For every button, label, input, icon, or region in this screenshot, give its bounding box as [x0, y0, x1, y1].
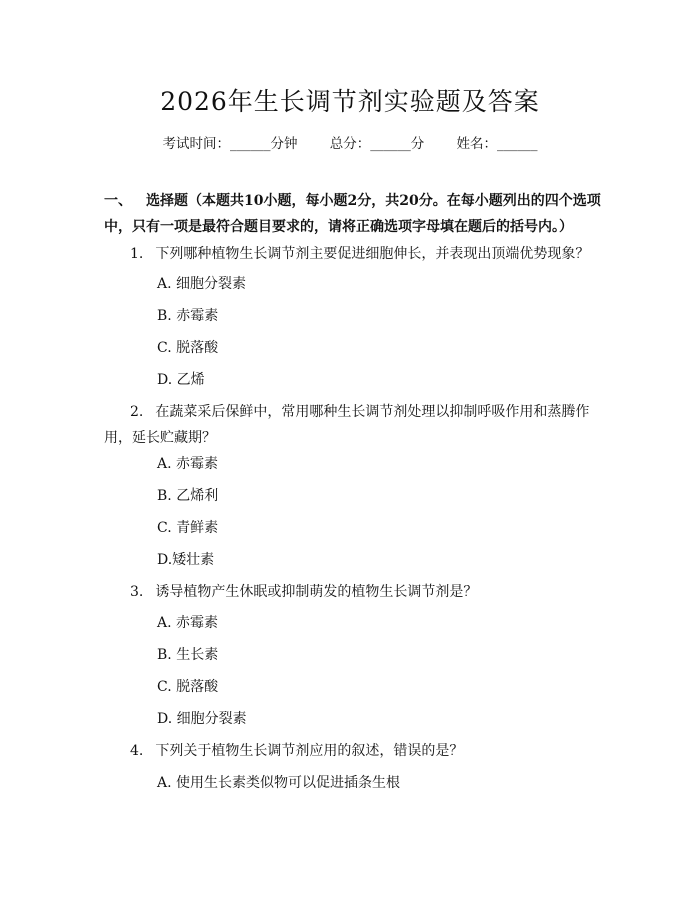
q3-option-c: C. 脱落酸	[157, 679, 219, 695]
q3-option-a: A. 赤霉素	[157, 615, 219, 631]
question-number: 4.	[130, 743, 144, 759]
question-number: 3.	[130, 584, 144, 600]
q2-option-a: A. 赤霉素	[157, 456, 219, 472]
question-text: 诱导植物产生休眠或抑制萌发的植物生长调节剂是？	[155, 584, 478, 600]
question-number: 1.	[130, 246, 144, 262]
question-2	[104, 399, 594, 451]
exam-time-field: 考试时间：______分钟	[162, 136, 298, 152]
q2-option-d: D.矮壮素	[157, 552, 215, 568]
total-score-field: 总分：______分	[329, 136, 425, 152]
question-3	[104, 579, 594, 605]
q1-option-d: D. 乙烯	[157, 372, 205, 388]
q2-option-c: C. 青鲜素	[157, 520, 219, 536]
question-4	[104, 738, 594, 764]
q2-option-b: B. 乙烯利	[157, 488, 219, 504]
q3-option-d: D. 细胞分裂素	[157, 711, 247, 727]
question-text: 下列关于植物生长调节剂应用的叙述，错误的是？	[155, 743, 464, 759]
section-instructions: 选择题（本题共10小题，每小题2分，共20分。在每小题列出的四个选项中，只有一项是最符合题目要求的，请将正确选项字母填在题后的括号内。）	[104, 193, 601, 235]
question-1	[104, 241, 594, 267]
section-number: 一、	[104, 193, 132, 209]
q1-option-a: A. 细胞分裂素	[157, 276, 247, 292]
q4-option-a: A. 使用生长素类似物可以促进插条生根	[157, 775, 401, 791]
name-field: 姓名：______	[456, 136, 538, 152]
q1-option-c: C. 脱落酸	[157, 340, 219, 356]
question-text: 下列哪种植物生长调节剂主要促进细胞伸长，并表现出顶端优势现象？	[155, 246, 590, 262]
section-heading	[104, 188, 604, 240]
exam-meta	[0, 132, 700, 152]
question-number: 2.	[130, 404, 144, 420]
q1-option-b: B. 赤霉素	[157, 308, 219, 324]
question-text: 在蔬菜采后保鲜中，常用哪种生长调节剂处理以抑制呼吸作用和蒸腾作用，延长贮藏期？	[104, 404, 590, 446]
page-title: 2026年生长调节剂实验题及答案	[160, 87, 540, 116]
q3-option-b: B. 生长素	[157, 647, 219, 663]
